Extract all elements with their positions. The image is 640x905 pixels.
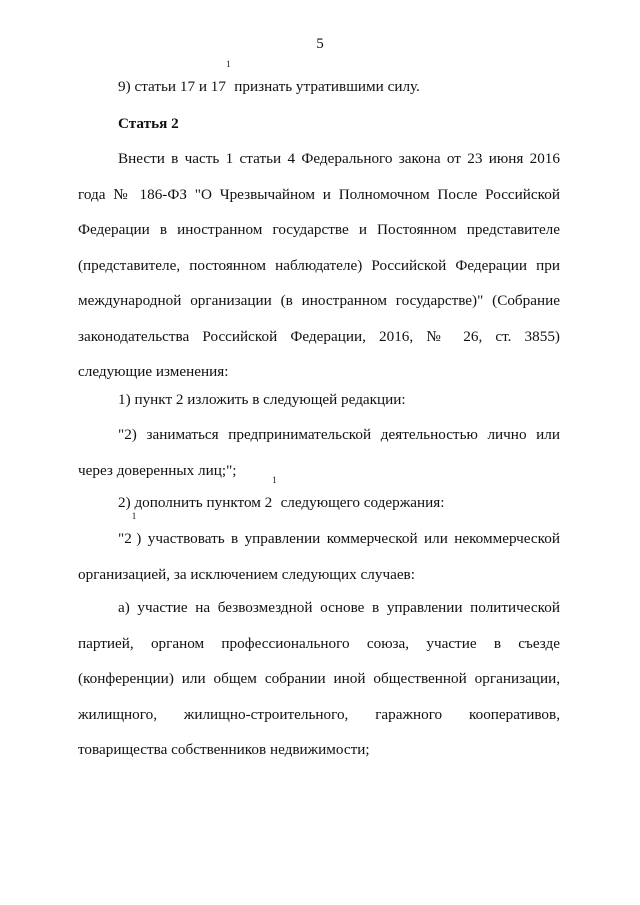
- item-9-text-end: признать утратившими силу.: [230, 78, 420, 95]
- point-2-quote-superscript: 1: [131, 511, 137, 521]
- article-heading: Статья 2: [118, 115, 179, 132]
- item-9-text-start: 9) статьи 17 и 17: [118, 78, 226, 95]
- point-1-paragraph: 1) пункт 2 изложить в следующей редакции:: [118, 391, 406, 408]
- intro-paragraph: Внести в часть 1 статьи 4 Федерального закона от 23 июня 2016 года № 186-ФЗ "О Чрезвычайном и Полномочном После Российской Федерации в иностранном государстве и Постоянном представителе (представителе, постоянном наблюдателе) Российской Федерации при международной организации (в иностранном государстве)" (Собрание законодательства Российской Федерации, 2016, № 26, ст. 3855) следующие изменения:: [78, 150, 560, 380]
- item-9-superscript: 1: [225, 59, 231, 69]
- point-2-quote-start: "2: [118, 530, 132, 547]
- point-2-quote-end: ) участвовать в управлении коммерческой или некоммерческой организацией, за исключением следующих случаев:: [78, 530, 560, 583]
- subpoint-a-paragraph: а) участие на безвозмездной основе в управлении политической партией, органом профессионального союза, участие в съезде (конференции) или общем собрании иной общественной организации, жилищного, жилищно-строительного, гаражного кооперативов, товарищества собственников недвижимости;: [78, 599, 560, 758]
- point-1-text-paragraph: "2) заниматься предпринимательской деятельностью лично или через доверенных лиц;";: [78, 426, 560, 479]
- point-2-text-start: 2) дополнить пунктом 2: [118, 494, 273, 511]
- point-2-paragraph: [78, 475, 560, 521]
- item-9-paragraph: [78, 59, 560, 105]
- page-number: 5: [316, 36, 324, 52]
- point-2-text-end: следующего содержания:: [276, 494, 445, 511]
- point-2-superscript: 1: [272, 475, 277, 485]
- point-2-text-paragraph: [78, 511, 560, 592]
